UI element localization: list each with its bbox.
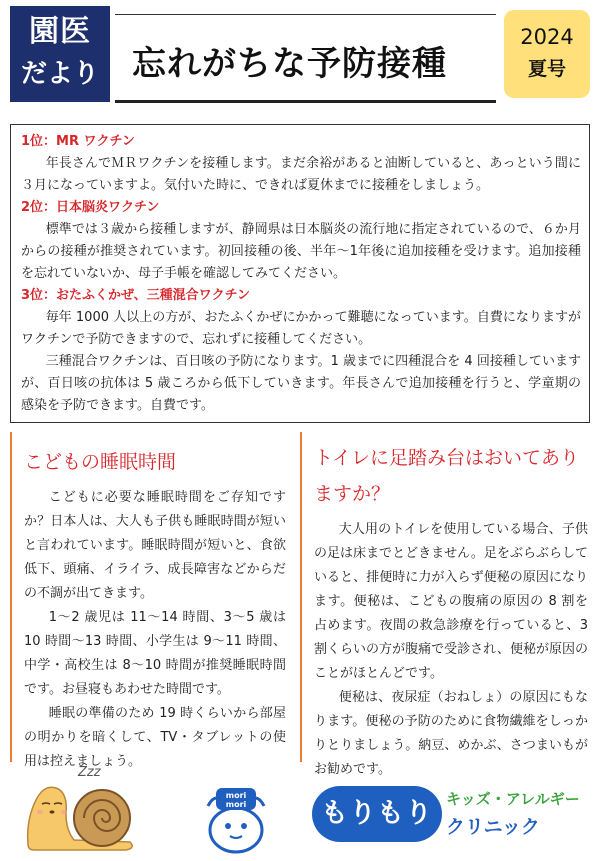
vaccine-ranking-box — [10, 124, 590, 423]
issue-season: 夏号 — [527, 58, 566, 80]
sleeping-snail-illustration — [22, 760, 142, 854]
clinic-brand-name: もりもり — [312, 786, 442, 842]
logo-line2: だより — [20, 59, 99, 89]
header-top-divider — [115, 14, 496, 15]
rank3-text-2: 三種混合ワクチンは、百日咳の予防になります。1 歳までに四種混合を 4 回接種していますが、百日咳の抗体は 5 歳ころから低下していきます。年長さんで追加接種を行うと、学童期の感染を予防できます。自費です。 — [21, 354, 581, 413]
mascot-text-2: mori — [225, 800, 247, 809]
toilet-article — [314, 440, 588, 782]
toilet-heading: トイレに足踏み台はおいてありますか？ — [314, 447, 580, 505]
clinic-subtitle-1: キッズ・アレルギー — [446, 790, 580, 808]
newsletter-logo — [10, 6, 110, 102]
rank1-text: 年長さんでＭＲワクチンを接種します。まだ余裕があると油断していると、あっという間に３月になっていますよ。気付いた時に、できれば夏休までに接種をしましょう。 — [21, 156, 581, 193]
mascot-icon — [208, 788, 264, 852]
sleep-article — [24, 440, 286, 774]
sleep-paragraph-1: こどもに必要な睡眠時間をご存知ですか？日本人は、大人も子供も睡眠時間が短いと言われています。睡眠時間が短いと、食欲低下、頭痛、イライラ、成長障害などからだの不調が出てきます。 — [24, 490, 286, 601]
page-title: 忘れがちな予防接種 — [132, 44, 447, 84]
middle-column-rule — [300, 432, 302, 762]
rank1-title: 1位：MR ワクチン — [21, 134, 135, 149]
toilet-paragraph-1: 大人用のトイレを使用している場合、子供の足は床までとどきません。足をぶらぶらしていると、排便時に力が入らず便秘の原因になります。便秘は、こどもの腹痛の原因の 8 割を占めます。夜間の救急診療を行っていると、3 割くらいの方が腹痛で受診され、便秘が原因のことがほとんどです。 — [314, 522, 588, 681]
issue-badge — [504, 10, 590, 98]
sleep-heading: こどもの睡眠時間 — [24, 451, 177, 473]
sleep-paragraph-2: 1〜2 歳児は 11〜14 時間、3〜5 歳は 10 時間〜13 時間、小学生は 9〜11 時間、中学・高校生は 8〜10 時間が推奨睡眠時間です。お昼寝もあわせた時間です。 — [24, 610, 286, 697]
left-column-rule — [10, 432, 12, 762]
rank3-text-1: 毎年 1000 人以上の方が、おたふくかぜにかかって難聴になっています。自費になりますがワクチンで予防できますので、忘れずに接種してください。 — [21, 310, 581, 347]
sleep-paragraph-3: 睡眠の準備のため 19 時くらいから部屋の明かりを暗くして、TV・タブレットの使用は控えましょう。 — [24, 706, 286, 769]
issue-year: 2024 — [520, 25, 574, 49]
header-bottom-divider — [115, 100, 496, 103]
mascot-text-1: mori — [225, 791, 247, 800]
toilet-paragraph-2: 便秘は、夜尿症（おねしょ）の原因にもなります。便秘の予防のために食物繊維をしっかりとりましょう。納豆、めかぶ、さつまいもがお勧めです。 — [314, 690, 588, 777]
rank2-text: 標準では３歳から接種しますが、静岡県は日本脳炎の流行地に指定されているので、６か月からの接種が推奨されています。初回接種の後、半年〜1年後に追加接種を受けます。追加接種を忘れていないか、母子手帳を確認してみてください。 — [21, 222, 581, 281]
rank3-title: 3位：おたふくかぜ、三種混合ワクチン — [21, 288, 251, 303]
logo-line1: 園医 — [29, 14, 91, 49]
rank2-title: 2位：日本脳炎ワクチン — [21, 200, 160, 215]
clinic-subtitle-2: クリニック — [446, 816, 540, 838]
snail-zzz-text: Zzz — [78, 765, 101, 780]
